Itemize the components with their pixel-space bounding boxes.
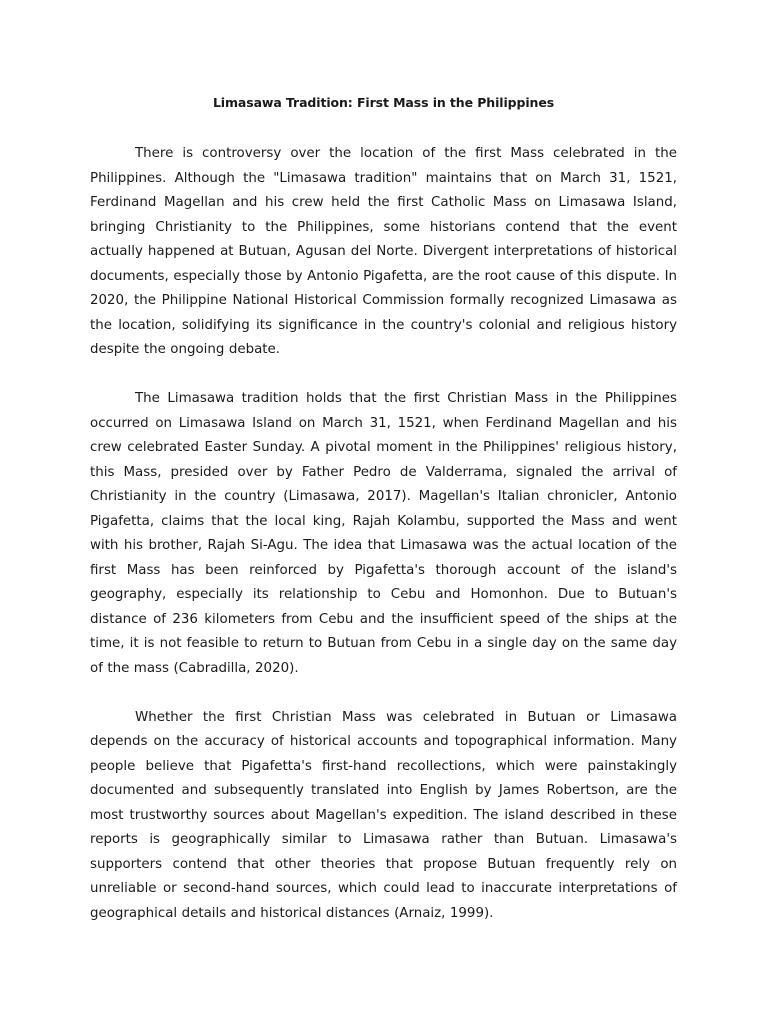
paragraph-3: Whether the first Christian Mass was celebrated in Butuan or Limasawa depends on the accuracy of historical accounts and topographical information. Many people believe that Pigafetta's first-hand recollections, which were painstakingly documented and subsequently translated into English by James Robertson, are the most trustworthy sources about Magellan's expedition. The island described in these reports is geographically similar to Limasawa rather than Butuan. Limasawa's supporters contend that other theories that propose Butuan frequently rely on unreliable or second-hand sources, which could lead to inaccurate interpretations of geographical details and historical distances (Arnaiz, 1999). (90, 709, 677, 921)
document-page (90, 94, 677, 951)
paragraph-1: There is controversy over the location of the first Mass celebrated in the Philippines. Although the "Limasawa tradition" maintains that on March 31, 1521, Ferdinand Magellan and his crew held the first Catholic Mass on Limasawa Island, bringing Christianity to the Philippines, some historians contend that the event actually happened at Butuan, Agusan del Norte. Divergent interpretations of historical documents, especially those by Antonio Pigafetta, are the root cause of this dispute. In 2020, the Philippine National Historical Commission formally recognized Limasawa as the location, solidifying its significance in the country's colonial and religious history despite the ongoing debate. (90, 146, 677, 357)
document-title: Limasawa Tradition: First Mass in the Philippines (212, 95, 555, 110)
paragraph-2: The Limasawa tradition holds that the first Christian Mass in the Philippines occurred on Limasawa Island on March 31, 1521, when Ferdinand Magellan and his crew celebrated Easter Sunday. A pivotal moment in the Philippines' religious history, this Mass, presided over by Father Pedro de Valderrama, signaled the arrival of Christianity in the country (Limasawa, 2017). Magellan's Italian chronicler, Antonio Pigafetta, claims that the local king, Rajah Kolambu, supported the Mass and went with his brother, Rajah Si-Agu. The idea that Limasawa was the actual location of the first Mass has been reinforced by Pigafetta's thorough account of the island's geography, especially its relationship to Cebu and Homonhon. Due to Butuan's distance of 236 kilometers from Cebu and the insufficient speed of the ships at the time, it is not feasible to return to Butuan from Cebu in a single day on the same day of the mass (Cabradilla, 2020). (90, 391, 677, 676)
